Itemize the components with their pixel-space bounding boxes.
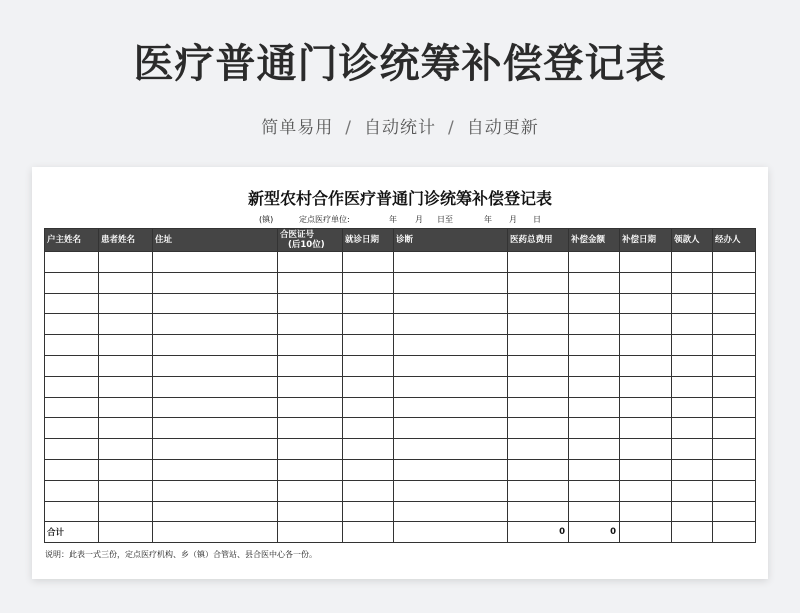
table-row [45, 355, 756, 376]
table-row [45, 335, 756, 356]
column-header: 医药总费用 [508, 229, 569, 252]
table-cell[interactable] [508, 376, 569, 397]
table-cell[interactable] [569, 252, 620, 273]
meta-month-end: 月 [509, 215, 517, 224]
meta-day-to: 日至 [437, 215, 453, 224]
table-cell[interactable] [569, 314, 620, 335]
table-cell[interactable] [394, 439, 508, 460]
table-cell[interactable] [153, 252, 278, 273]
table-cell[interactable] [672, 293, 713, 314]
table-cell[interactable] [394, 272, 508, 293]
table-cell[interactable] [278, 480, 343, 501]
table-body [45, 252, 756, 522]
table-cell[interactable] [569, 272, 620, 293]
table-cell[interactable] [620, 459, 672, 480]
table-row [45, 397, 756, 418]
table-cell[interactable] [620, 335, 672, 356]
table-cell[interactable] [278, 418, 343, 439]
table-cell[interactable] [394, 293, 508, 314]
table-cell[interactable] [620, 522, 672, 543]
table-cell[interactable] [713, 397, 756, 418]
table-cell[interactable] [394, 522, 508, 543]
table-cell[interactable] [672, 252, 713, 273]
table-cell[interactable] [45, 501, 99, 522]
subtitle-item: 自动更新 [466, 118, 539, 138]
table-cell[interactable] [672, 418, 713, 439]
table-row [45, 418, 756, 439]
table-cell[interactable] [45, 272, 99, 293]
table-cell[interactable] [508, 418, 569, 439]
table-cell[interactable] [153, 272, 278, 293]
table-cell[interactable] [394, 459, 508, 480]
table-cell[interactable] [45, 355, 99, 376]
table-cell[interactable] [45, 376, 99, 397]
table-cell[interactable] [99, 335, 153, 356]
totals-label: 合计 [45, 522, 99, 543]
table-cell[interactable] [343, 501, 394, 522]
table-cell[interactable] [343, 335, 394, 356]
table-cell[interactable] [99, 252, 153, 273]
table-cell[interactable] [508, 355, 569, 376]
table-cell[interactable] [713, 459, 756, 480]
table-cell[interactable] [569, 459, 620, 480]
table-cell[interactable] [153, 335, 278, 356]
table-cell[interactable] [343, 522, 394, 543]
table-cell[interactable] [672, 501, 713, 522]
table-cell[interactable] [672, 439, 713, 460]
table-cell[interactable] [620, 376, 672, 397]
table-cell[interactable] [569, 397, 620, 418]
sheet-title: 新型农村合作医疗普通门诊统筹补偿登记表 [247, 189, 552, 208]
table-cell[interactable] [99, 272, 153, 293]
table-cell[interactable] [620, 480, 672, 501]
table-cell[interactable] [153, 439, 278, 460]
subtitle-separator: / [448, 118, 455, 138]
table-cell[interactable] [278, 501, 343, 522]
table-cell[interactable] [569, 439, 620, 460]
table-cell[interactable] [713, 272, 756, 293]
table-cell[interactable] [45, 293, 99, 314]
table-cell[interactable] [45, 439, 99, 460]
table-cell[interactable] [45, 335, 99, 356]
table-cell[interactable] [343, 272, 394, 293]
meta-year-end: 年 [484, 215, 492, 224]
table-header-row [45, 229, 756, 252]
table-cell[interactable] [394, 376, 508, 397]
table-cell[interactable] [45, 397, 99, 418]
table-row [45, 459, 756, 480]
table-cell[interactable] [672, 314, 713, 335]
table-cell[interactable] [569, 293, 620, 314]
meta-month-start: 月 [415, 215, 423, 224]
column-header-line: (后10位) [288, 240, 325, 250]
table-cell[interactable] [713, 314, 756, 335]
table-cell[interactable] [569, 376, 620, 397]
table-cell[interactable] [99, 355, 153, 376]
table-cell[interactable] [45, 418, 99, 439]
table-row [45, 501, 756, 522]
table-row [45, 293, 756, 314]
table-row [45, 480, 756, 501]
table-cell[interactable] [343, 293, 394, 314]
column-header [278, 229, 343, 252]
table-cell[interactable] [508, 459, 569, 480]
table-cell[interactable] [394, 501, 508, 522]
table-cell[interactable] [153, 480, 278, 501]
totals-row [45, 522, 756, 543]
table-cell[interactable] [394, 355, 508, 376]
registration-table [44, 228, 756, 543]
page-subtitle [0, 113, 800, 138]
table-row [45, 376, 756, 397]
table-cell[interactable] [620, 439, 672, 460]
table-cell[interactable] [343, 252, 394, 273]
table-cell[interactable] [278, 355, 343, 376]
table-row [45, 272, 756, 293]
table-cell[interactable] [343, 459, 394, 480]
table-cell[interactable] [153, 355, 278, 376]
table-cell[interactable] [713, 355, 756, 376]
table-cell[interactable] [620, 501, 672, 522]
subtitle-item: 简单易用 [261, 118, 334, 138]
meta-town: (镇) [259, 215, 274, 224]
table-cell[interactable] [45, 459, 99, 480]
table-cell[interactable] [343, 439, 394, 460]
meta-day-end: 日 [533, 215, 541, 224]
column-header: 诊断 [394, 229, 508, 252]
table-cell[interactable] [45, 480, 99, 501]
table-cell[interactable] [569, 335, 620, 356]
table-cell[interactable] [508, 272, 569, 293]
total-cost-value: 0 [508, 522, 569, 543]
table-cell[interactable] [713, 418, 756, 439]
column-header: 就诊日期 [343, 229, 394, 252]
column-header: 户主姓名 [45, 229, 99, 252]
table-cell[interactable] [508, 335, 569, 356]
table-cell[interactable] [99, 459, 153, 480]
table-cell[interactable] [278, 522, 343, 543]
table-cell[interactable] [672, 480, 713, 501]
table-cell[interactable] [620, 355, 672, 376]
table-cell[interactable] [672, 522, 713, 543]
table-cell[interactable] [508, 480, 569, 501]
table-cell[interactable] [278, 439, 343, 460]
table-cell[interactable] [394, 252, 508, 273]
table-cell[interactable] [713, 376, 756, 397]
table-cell[interactable] [394, 480, 508, 501]
table-cell[interactable] [713, 501, 756, 522]
table-cell[interactable] [343, 480, 394, 501]
column-header: 补偿金额 [569, 229, 620, 252]
table-cell[interactable] [672, 335, 713, 356]
total-compensation-value: 0 [569, 522, 620, 543]
column-header: 经办人 [713, 229, 756, 252]
table-cell[interactable] [394, 335, 508, 356]
table-cell[interactable] [99, 522, 153, 543]
table-cell[interactable] [569, 480, 620, 501]
table-cell[interactable] [620, 314, 672, 335]
table-cell[interactable] [99, 376, 153, 397]
table-cell[interactable] [278, 272, 343, 293]
table-cell[interactable] [99, 501, 153, 522]
table-cell[interactable] [343, 314, 394, 335]
table-cell[interactable] [394, 418, 508, 439]
table-cell[interactable] [153, 459, 278, 480]
table-cell[interactable] [508, 439, 569, 460]
table-cell[interactable] [278, 293, 343, 314]
column-header: 领款人 [672, 229, 713, 252]
table-row [45, 439, 756, 460]
table-cell[interactable] [620, 252, 672, 273]
table-cell[interactable] [713, 480, 756, 501]
table-cell[interactable] [99, 418, 153, 439]
table-cell[interactable] [343, 355, 394, 376]
column-header: 患者姓名 [99, 229, 153, 252]
table-cell[interactable] [620, 397, 672, 418]
table-cell[interactable] [569, 355, 620, 376]
table-cell[interactable] [713, 439, 756, 460]
table-cell[interactable] [672, 459, 713, 480]
table-cell[interactable] [153, 397, 278, 418]
table-cell[interactable] [672, 376, 713, 397]
table-cell[interactable] [672, 397, 713, 418]
meta-year-start: 年 [389, 215, 397, 224]
table-cell[interactable] [569, 501, 620, 522]
table-cell[interactable] [713, 335, 756, 356]
table-cell[interactable] [99, 314, 153, 335]
table-cell[interactable] [508, 397, 569, 418]
table-cell[interactable] [278, 252, 343, 273]
table-cell[interactable] [508, 252, 569, 273]
table-cell[interactable] [569, 418, 620, 439]
table-cell[interactable] [620, 293, 672, 314]
table-cell[interactable] [343, 418, 394, 439]
table-cell[interactable] [278, 459, 343, 480]
table-cell[interactable] [99, 480, 153, 501]
table-cell[interactable] [343, 397, 394, 418]
table-cell[interactable] [278, 314, 343, 335]
table-cell[interactable] [508, 293, 569, 314]
table-cell[interactable] [99, 397, 153, 418]
table-cell[interactable] [278, 397, 343, 418]
table-cell[interactable] [278, 376, 343, 397]
page-title: 医疗普通门诊统筹补偿登记表 [133, 41, 667, 87]
table-cell[interactable] [153, 418, 278, 439]
table-cell[interactable] [394, 397, 508, 418]
table-cell[interactable] [508, 501, 569, 522]
table-cell[interactable] [508, 314, 569, 335]
table-cell[interactable] [343, 376, 394, 397]
table-cell[interactable] [672, 272, 713, 293]
table-cell[interactable] [394, 314, 508, 335]
table-cell[interactable] [45, 252, 99, 273]
table-cell[interactable] [45, 314, 99, 335]
table-cell[interactable] [153, 376, 278, 397]
table-cell[interactable] [620, 272, 672, 293]
table-cell[interactable] [713, 522, 756, 543]
subtitle-separator: / [345, 118, 352, 138]
column-header: 住址 [153, 229, 278, 252]
spreadsheet-preview [32, 167, 768, 579]
table-row [45, 314, 756, 335]
table-cell[interactable] [278, 335, 343, 356]
column-header: 补偿日期 [620, 229, 672, 252]
table-cell[interactable] [99, 293, 153, 314]
table-note: 说明：此表一式三份，定点医疗机构、乡（镇）合管站、县合医中心各一份。 [45, 550, 317, 559]
table-cell[interactable] [153, 293, 278, 314]
table-cell[interactable] [713, 293, 756, 314]
table-cell[interactable] [153, 522, 278, 543]
table-row [45, 252, 756, 273]
subtitle-item: 自动统计 [364, 118, 436, 138]
table-cell[interactable] [713, 252, 756, 273]
table-cell[interactable] [153, 314, 278, 335]
table-cell[interactable] [620, 418, 672, 439]
table-cell[interactable] [99, 439, 153, 460]
table-cell[interactable] [672, 355, 713, 376]
column-header-line: 合医证号 [280, 230, 315, 240]
meta-unit-label: 定点医疗单位: [299, 215, 350, 224]
table-cell[interactable] [153, 501, 278, 522]
